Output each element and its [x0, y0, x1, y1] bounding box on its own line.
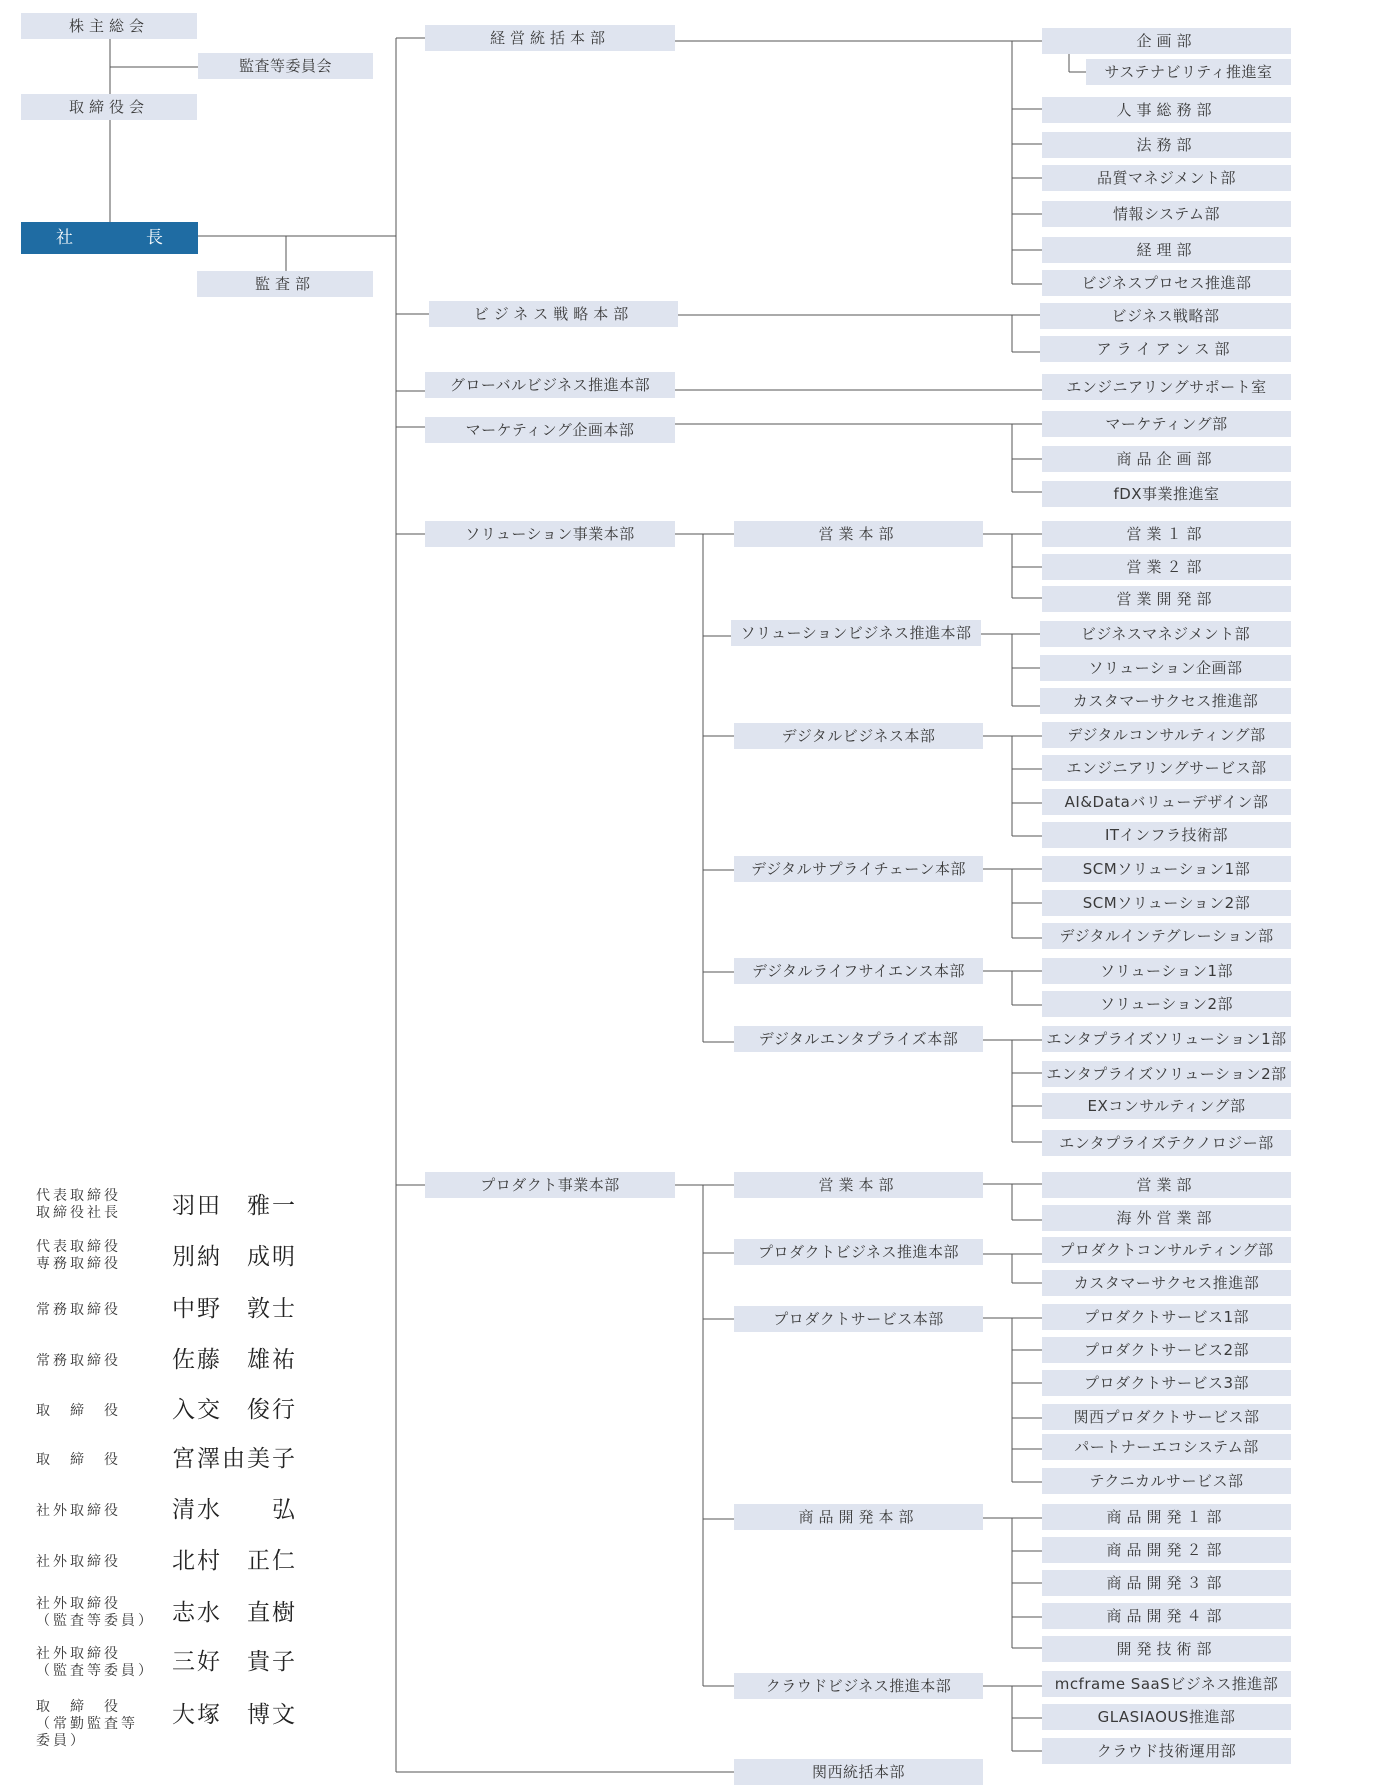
officer-name: 佐藤 雄祐: [172, 1347, 297, 1373]
dept-box: 関西プロダクトサービス部: [1042, 1404, 1291, 1430]
division-management: 経営統括本部: [425, 25, 675, 51]
dept-box: 経理部: [1042, 237, 1291, 263]
officer-name: 羽田 雅一: [172, 1193, 297, 1219]
dept-box: エンジニアリングサポート室: [1042, 374, 1291, 400]
dept-box: 商品開発１部: [1042, 1504, 1291, 1530]
subdivision-box: デジタルビジネス本部: [734, 723, 983, 749]
dept-box: エンタプライズソリューション2部: [1042, 1061, 1291, 1087]
shareholders-meeting: 株主総会: [21, 13, 197, 39]
dept-box: プロダクトサービス2部: [1042, 1337, 1291, 1363]
division-strategy: ビジネス戦略本部: [429, 301, 678, 327]
dept-box: 開発技術部: [1042, 1636, 1291, 1662]
officer-name: 志水 直樹: [172, 1600, 297, 1626]
officer-name: 宮澤由美子: [172, 1446, 297, 1472]
dept-box: 法務部: [1042, 132, 1291, 158]
dept-box: 営業１部: [1042, 521, 1291, 547]
dept-box: カスタマーサクセス推進部: [1040, 688, 1291, 714]
audit-department: 監査部: [197, 271, 373, 297]
dept-box: デジタルインテグレーション部: [1042, 923, 1291, 949]
division-solution: ソリューション事業本部: [425, 521, 675, 547]
officer-title: 常務取締役: [36, 1353, 121, 1369]
subdivision-box: プロダクトサービス本部: [734, 1306, 983, 1332]
dept-box: EXコンサルティング部: [1042, 1093, 1291, 1119]
dept-box: mcframe SaaSビジネス推進部: [1042, 1671, 1291, 1697]
officer-name: 大塚 博文: [172, 1702, 297, 1728]
officer-title: 取 締 役: [36, 1403, 121, 1419]
officer-title: 社外取締役: [36, 1554, 121, 1570]
officer-title: 社外取締役 （監査等委員）: [36, 1646, 155, 1679]
dept-box: ビジネスマネジメント部: [1040, 621, 1291, 647]
officer-title: 代表取締役 専務取締役: [36, 1239, 121, 1272]
president-box: 社 長: [21, 222, 198, 254]
dept-box: クラウド技術運用部: [1042, 1738, 1291, 1764]
officer-title: 社外取締役 （監査等委員）: [36, 1596, 155, 1629]
dept-box: テクニカルサービス部: [1042, 1468, 1291, 1494]
division-kansai: 関西統括本部: [734, 1759, 983, 1785]
officer-name: 入交 俊行: [172, 1397, 297, 1423]
officer-title: 取 締 役: [36, 1452, 121, 1468]
dept-box: fDX事業推進室: [1042, 481, 1291, 507]
dept-box: 商品開発４部: [1042, 1603, 1291, 1629]
division-marketing: マーケティング企画本部: [425, 417, 675, 443]
officer-name: 北村 正仁: [172, 1548, 297, 1574]
officer-title: 代表取締役 取締役社長: [36, 1188, 121, 1221]
officer-name: 三好 貴子: [172, 1649, 297, 1675]
dept-box: ソリューション2部: [1042, 991, 1291, 1017]
dept-box: エンタプライズテクノロジー部: [1042, 1130, 1291, 1156]
officer-name: 別納 成明: [172, 1244, 297, 1270]
subdivision-box: 営業本部: [734, 1172, 983, 1198]
dept-box: プロダクトサービス3部: [1042, 1370, 1291, 1396]
division-product: プロダクト事業本部: [425, 1172, 675, 1198]
dept-box: エンジニアリングサービス部: [1042, 755, 1291, 781]
dept-box: エンタプライズソリューション1部: [1042, 1026, 1291, 1052]
dept-box: カスタマーサクセス推進部: [1042, 1270, 1291, 1296]
audit-committee: 監査等委員会: [198, 53, 373, 79]
dept-box: 企画部: [1042, 28, 1291, 54]
dept-box: GLASIAOUS推進部: [1042, 1704, 1291, 1730]
subdivision-box: デジタルエンタプライズ本部: [734, 1026, 983, 1052]
dept-box: ITインフラ技術部: [1042, 822, 1291, 848]
dept-box: ビジネスプロセス推進部: [1042, 270, 1291, 296]
dept-box: SCMソリューション1部: [1042, 856, 1291, 882]
officer-title: 取 締 役 （常勤監査等委員）: [36, 1699, 138, 1749]
dept-box: ソリューション1部: [1042, 958, 1291, 984]
dept-box: マーケティング部: [1042, 411, 1291, 437]
dept-box: 商品企画部: [1042, 446, 1291, 472]
dept-box: デジタルコンサルティング部: [1042, 722, 1291, 748]
subdivision-box: デジタルライフサイエンス本部: [734, 958, 983, 984]
dept-box: 商品開発２部: [1042, 1537, 1291, 1563]
subdivision-box: デジタルサプライチェーン本部: [734, 856, 983, 882]
dept-box: アライアンス部: [1040, 336, 1291, 362]
dept-box: ソリューション企画部: [1040, 655, 1291, 681]
subdivision-box: プロダクトビジネス推進本部: [734, 1239, 983, 1265]
subdivision-box: 商品開発本部: [734, 1504, 983, 1530]
dept-box: パートナーエコシステム部: [1042, 1434, 1291, 1460]
dept-box: 海外営業部: [1042, 1205, 1291, 1231]
subdivision-box: ソリューションビジネス推進本部: [731, 620, 981, 646]
subdivision-box: 営業本部: [734, 521, 983, 547]
dept-box: 人事総務部: [1042, 97, 1291, 123]
officer-title: 社外取締役: [36, 1503, 121, 1519]
dept-box: ビジネス戦略部: [1040, 303, 1291, 329]
dept-box: プロダクトサービス1部: [1042, 1304, 1291, 1330]
dept-box: 営業２部: [1042, 554, 1291, 580]
board-of-directors: 取締役会: [21, 94, 197, 120]
dept-box: SCMソリューション2部: [1042, 890, 1291, 916]
division-global: グローバルビジネス推進本部: [425, 372, 675, 398]
officer-title: 常務取締役: [36, 1302, 121, 1318]
dept-box: 品質マネジメント部: [1042, 165, 1291, 191]
dept-box: サステナビリティ推進室: [1086, 59, 1291, 85]
dept-box: 営業部: [1042, 1172, 1291, 1198]
officer-name: 清水 弘: [172, 1497, 297, 1523]
dept-box: プロダクトコンサルティング部: [1042, 1237, 1291, 1263]
subdivision-box: クラウドビジネス推進本部: [734, 1673, 983, 1699]
officer-name: 中野 敦士: [172, 1296, 297, 1322]
dept-box: 商品開発３部: [1042, 1570, 1291, 1596]
dept-box: 営業開発部: [1042, 586, 1291, 612]
dept-box: 情報システム部: [1042, 201, 1291, 227]
dept-box: AI&Dataバリューデザイン部: [1042, 789, 1291, 815]
